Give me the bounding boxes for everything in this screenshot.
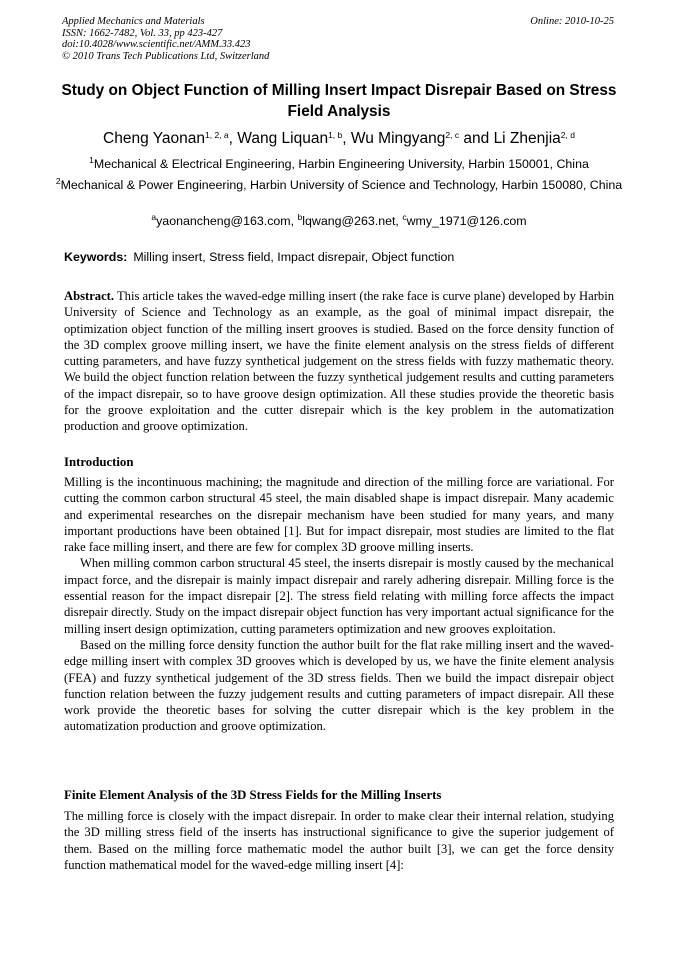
paragraph: The milling force is closely with the impact disrepair. In order to make clear their internal relation, studying the 3D milling stress field of the inserts has instructional significance to give the superior judgement of them. Based on the milling force mathematic model the author built [3], we can get the force density function mathematical model for the waved-edge milling insert [4]: [64, 809, 614, 872]
email-mark: a [151, 212, 157, 222]
author-list [40, 129, 638, 149]
affiliation-2 [50, 177, 628, 193]
affiliation-text: Mechanical & Power Engineering, Harbin University of Science and Technology, Harbin 150080, China [60, 178, 623, 192]
online-date: Online: 2010-10-25 [530, 16, 614, 27]
email-address: wmy_1971@126.com [406, 214, 527, 228]
journal-metadata [62, 16, 269, 62]
abstract-label: Abstract. [64, 289, 115, 303]
paragraph: Milling is the incontinuous machining; the magnitude and direction of the milling force are variational. For cutting the common carbon structural 45 steel, the main disabled shape is impact disrepair. Many academic and experimental researches on the disrepair mechanism have been studied for many years, and many important productions have been obtained [1]. But for impact disrepair, most studies are limited to the flat rake face milling insert, and there are few for complex 3D groove milling inserts. [64, 475, 614, 555]
keywords-text: Milling insert, Stress field, Impact disrepair, Object function [133, 250, 455, 264]
affiliation-text: Mechanical & Electrical Engineering, Harbin Engineering University, Harbin 150001, China [93, 157, 589, 171]
keywords-label: Keywords: [64, 250, 128, 264]
author-affiliation-mark: 2, d [560, 130, 575, 140]
author-name: Li Zhenjia [493, 130, 561, 147]
abstract-text: This article takes the waved-edge milling insert (the rake face is curve plane) developed by Harbin University of Science and Technology as an example, as the goal of minimal impact disrepair, the optimization object function of the milling insert grooves is studied. Based on the force density function of the 3D complex groove milling insert, we have the finite element analysis on the stress fields of different cutting parameters, and have fuzzy synthetical judgement on the stress fields with fuzzy mathematic theory. We build the object function relation between the fuzzy synthetical judgement results and cutting parameters of the impact disrepair, so to have groove design optimization. All these studies provide the theoretic basis for the groove exploitation and the cutter disrepair which is the key problem in the automatization production and groove optimization. [64, 289, 614, 434]
author-name: Wang Liquan [237, 130, 329, 147]
author-affiliation-mark: 1, 2, a [205, 130, 229, 140]
introduction-body [64, 474, 614, 735]
author-affiliation-mark: 2, c [445, 130, 460, 140]
introduction-heading: Introduction [64, 455, 134, 469]
paper-title: Study on Object Function of Milling Insert Impact Disrepair Based on Stress Field Analysis [61, 82, 617, 120]
abstract [64, 288, 614, 435]
paragraph: When milling common carbon structural 45 steel, the inserts disrepair is mostly caused by the mechanical impact force, and the disrepair is mainly impact disrepair and rarely adhering disrepair. Milling force is the essential reason for the impact disrepair [2]. The stress field relating with milling force affects the impact disrepair directly. Study on the impact disrepair object function has very important actual significance for the milling insert design optimization, cutting parameters optimization and new grooves exploitation. [64, 556, 614, 636]
affiliation-mark: 1 [89, 155, 94, 165]
issn-line: ISSN: 1662-7482, Vol. 33, pp 423-427 [62, 27, 223, 39]
author-separator: , [342, 130, 351, 147]
fea-body [64, 808, 614, 873]
keywords-line [64, 250, 454, 264]
email-address: lqwang@263.net, [302, 214, 403, 228]
paragraph: Based on the milling force density function the author built for the flat rake milling insert and the waved-edge milling insert with complex 3D grooves which is developed by us, we have the finite element analysis (FEA) and fuzzy synthetical judgement of the 3D stress fields. Then we build the impact disrepair object function relation between the fuzzy judgement results and cutting parameters of impact disrepair. All these work provide the theoretic bases for solving the cutter disrepair which is the key problem in the automatization production and groove optimization. [64, 637, 614, 734]
author-separator: , [228, 130, 238, 147]
affiliation-1 [50, 156, 628, 172]
affiliation-mark: 2 [55, 176, 61, 186]
email-mark: b [297, 212, 303, 222]
author-affiliation-mark: 1, b [328, 130, 343, 140]
email-address: yaonancheng@163.com, [156, 214, 298, 228]
doi-line: doi:10.4028/www.scientific.net/AMM.33.423 [62, 39, 251, 50]
journal-name: Applied Mechanics and Materials [62, 16, 205, 27]
author-emails [60, 214, 618, 228]
fea-heading: Finite Element Analysis of the 3D Stress Fields for the Milling Inserts [64, 788, 442, 802]
author-name: Cheng Yaonan [103, 130, 206, 147]
author-separator: and [459, 130, 494, 147]
copyright-line: © 2010 Trans Tech Publications Ltd, Switzerland [62, 50, 270, 62]
email-mark: c [402, 212, 407, 222]
author-name: Wu Mingyang [350, 130, 446, 147]
